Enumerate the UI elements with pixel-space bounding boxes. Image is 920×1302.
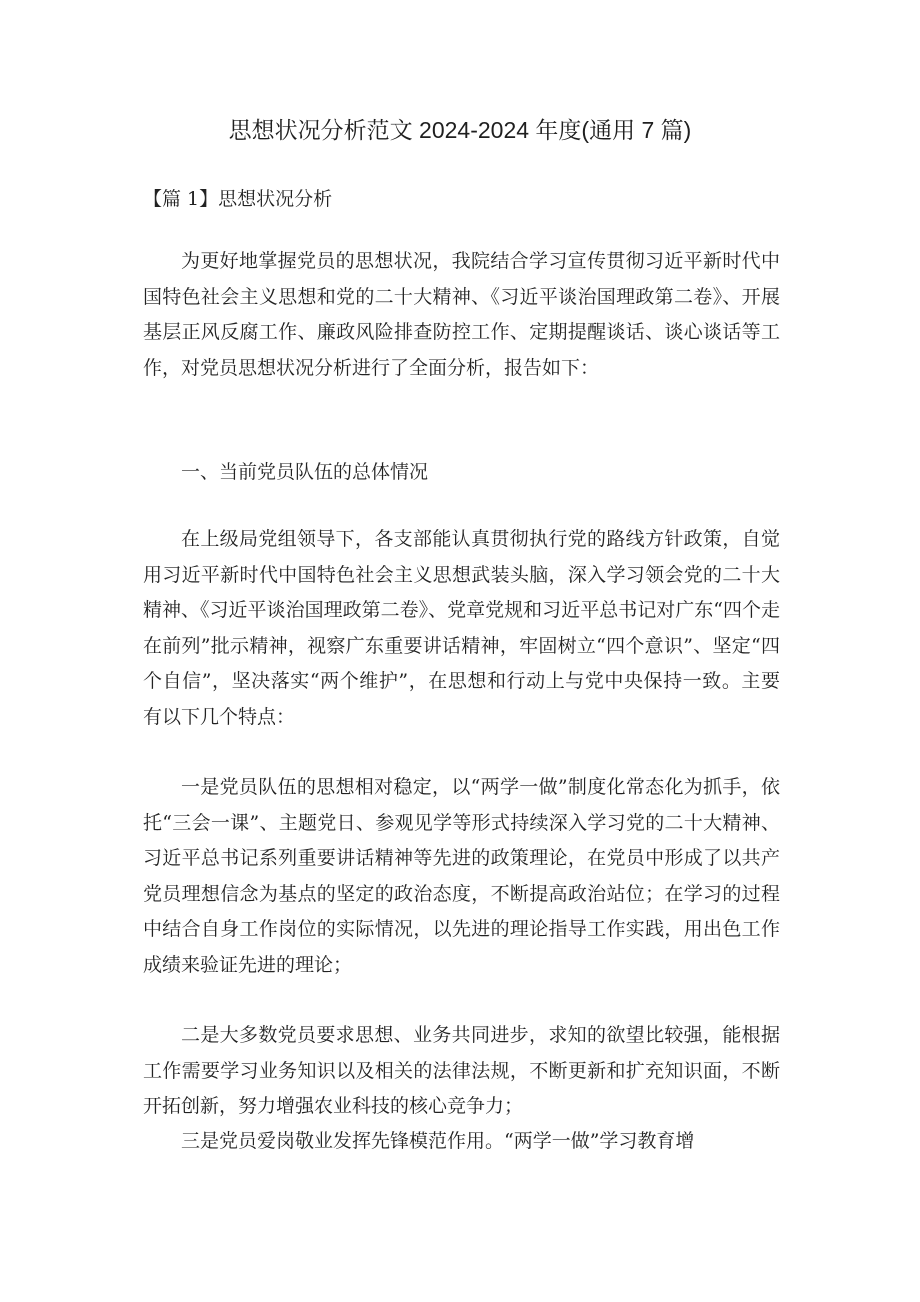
heading-overall-situation: 一、当前党员队伍的总体情况 xyxy=(181,461,429,483)
document-title: 思想状况分析范文 2024-2024 年度(通用 7 篇) xyxy=(228,117,692,143)
section-label: 【篇 1】思想状况分析 xyxy=(143,188,333,210)
paragraph-point-three: 三是党员爱岗敬业发挥先锋模范作用。“两学一做”学习教育增 xyxy=(181,1130,695,1152)
paragraph-overall: 在上级局党组领导下，各支部能认真贯彻执行党的路线方针政策，自觉用习近平新时代中国特色社会主义思想武装头脑，深入学习领会党的二十大精神、《习近平谈治国理政第二卷》、党章党规和习近平总书记对广东“四个走在前列”批示精神，视察广东重要讲话精神，牢固树立“四个意识”、坚定“四个自信”，坚决落实“两个维护”，在思想和行动上与党中央保持一致。主要有以下几个特点： xyxy=(143,528,780,728)
paragraph-point-one: 一是党员队伍的思想相对稳定，以“两学一做”制度化常态化为抓手，依托“三会一课”、主题党日、参观见学等形式持续深入学习党的二十大精神、习近平总书记系列重要讲话精神等先进的政策理论，在党员中形成了以共产党员理想信念为基点的坚定的政治态度，不断提高政治站位；在学习的过程中结合自身工作岗位的实际情况，以先进的理论指导工作实践，用出色工作成绩来验证先进的理论； xyxy=(143,776,780,976)
paragraph-point-two: 二是大多数党员要求思想、业务共同进步，求知的欲望比较强，能根据工作需要学习业务知识以及相关的法律法规，不断更新和扩充知识面，不断开拓创新，努力增强农业科技的核心竞争力； xyxy=(143,1024,780,1117)
paragraph-intro: 为更好地掌握党员的思想状况，我院结合学习宣传贯彻习近平新时代中国特色社会主义思想和党的二十大精神、《习近平谈治国理政第二卷》、开展基层正风反腐工作、廉政风险排查防控工作、定期提醒谈话、谈心谈话等工作，对党员思想状况分析进行了全面分析，报告如下： xyxy=(143,250,780,379)
